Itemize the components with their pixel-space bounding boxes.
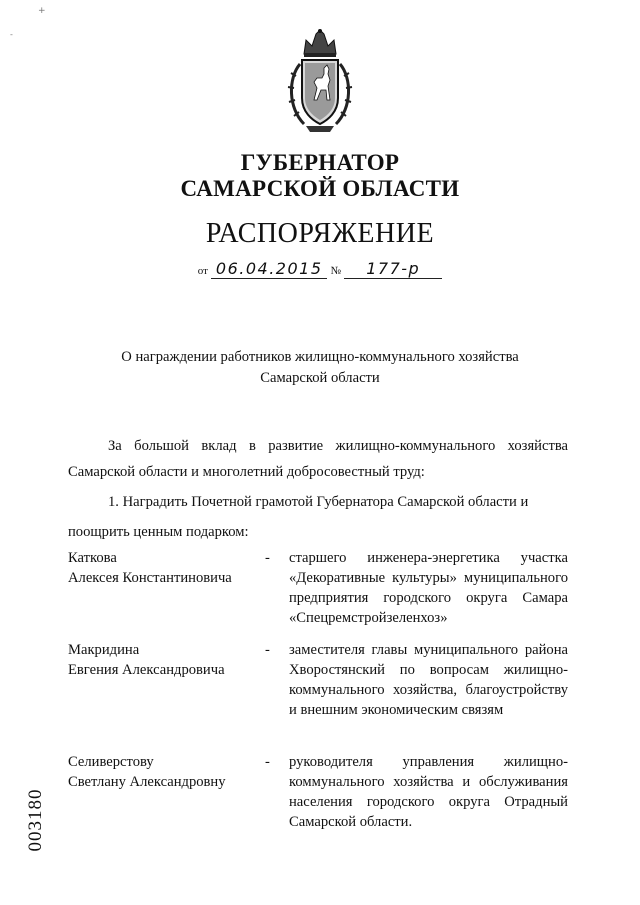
document-type: РАСПОРЯЖЕНИЕ	[205, 218, 435, 249]
header-line-region: САМАРСКОЙ ОБЛАСТИ	[180, 176, 460, 201]
body-paragraph: Самарской области и многолетний добросовестный труд:	[68, 464, 425, 480]
document-number: 177-р	[344, 260, 442, 279]
header-line-governor: ГУБЕРНАТОР	[240, 150, 400, 175]
document-date: 06.04.2015	[211, 260, 327, 279]
awardee-given-name: Алексея Константиновича	[68, 570, 232, 586]
subject-line: Самарской области	[260, 370, 380, 386]
entry-dash: -	[265, 754, 270, 770]
document-subject	[0, 347, 640, 389]
date-from-label: от	[197, 265, 208, 277]
entry-dash: -	[265, 642, 270, 658]
awardee-given-name: Светлану Александровну	[68, 774, 226, 790]
awardee-surname: Каткова	[68, 550, 117, 566]
awardee-name	[68, 548, 258, 588]
registration-number-stamp	[26, 775, 46, 865]
scan-mark: -	[10, 30, 13, 39]
awardee-surname: Селиверстову	[68, 754, 154, 770]
number-label: №	[330, 265, 341, 277]
entry-dash: -	[265, 550, 270, 566]
registration-number: 003180	[25, 788, 46, 852]
date-number-line	[0, 260, 640, 279]
awardee-position: заместителя главы муниципального района Хворостянский по вопросам жилищно-коммунального хозяйства, благоустройству и внешним экономическим связям	[289, 642, 568, 718]
awardee-surname: Макридина	[68, 642, 140, 658]
samara-coat-of-arms-icon	[284, 28, 356, 136]
awardee-name	[68, 752, 258, 792]
awardee-given-name: Евгения Александровича	[68, 662, 225, 678]
awardee-position: руководителя управления жилищно-коммунального хозяйства и обслуживания населения городского округа Отрадный Самарской области.	[289, 754, 568, 830]
award-clause: 1. Наградить Почетной грамотой Губернатора Самарской области и	[108, 494, 529, 510]
body-paragraph: За большой вклад в развитие жилищно-коммунального хозяйства	[108, 438, 568, 454]
awardee-name	[68, 640, 258, 680]
award-clause: поощрить ценным подарком:	[68, 524, 249, 540]
subject-line: О награждении работников жилищно-коммунального хозяйства	[121, 349, 519, 365]
awardee-position: старшего инженера-энергетика участка «Декоративные культуры» муниципального предприятия городского округа Самара «Спецремстройзеленхоз»	[289, 550, 568, 626]
scan-mark: +	[38, 6, 46, 16]
